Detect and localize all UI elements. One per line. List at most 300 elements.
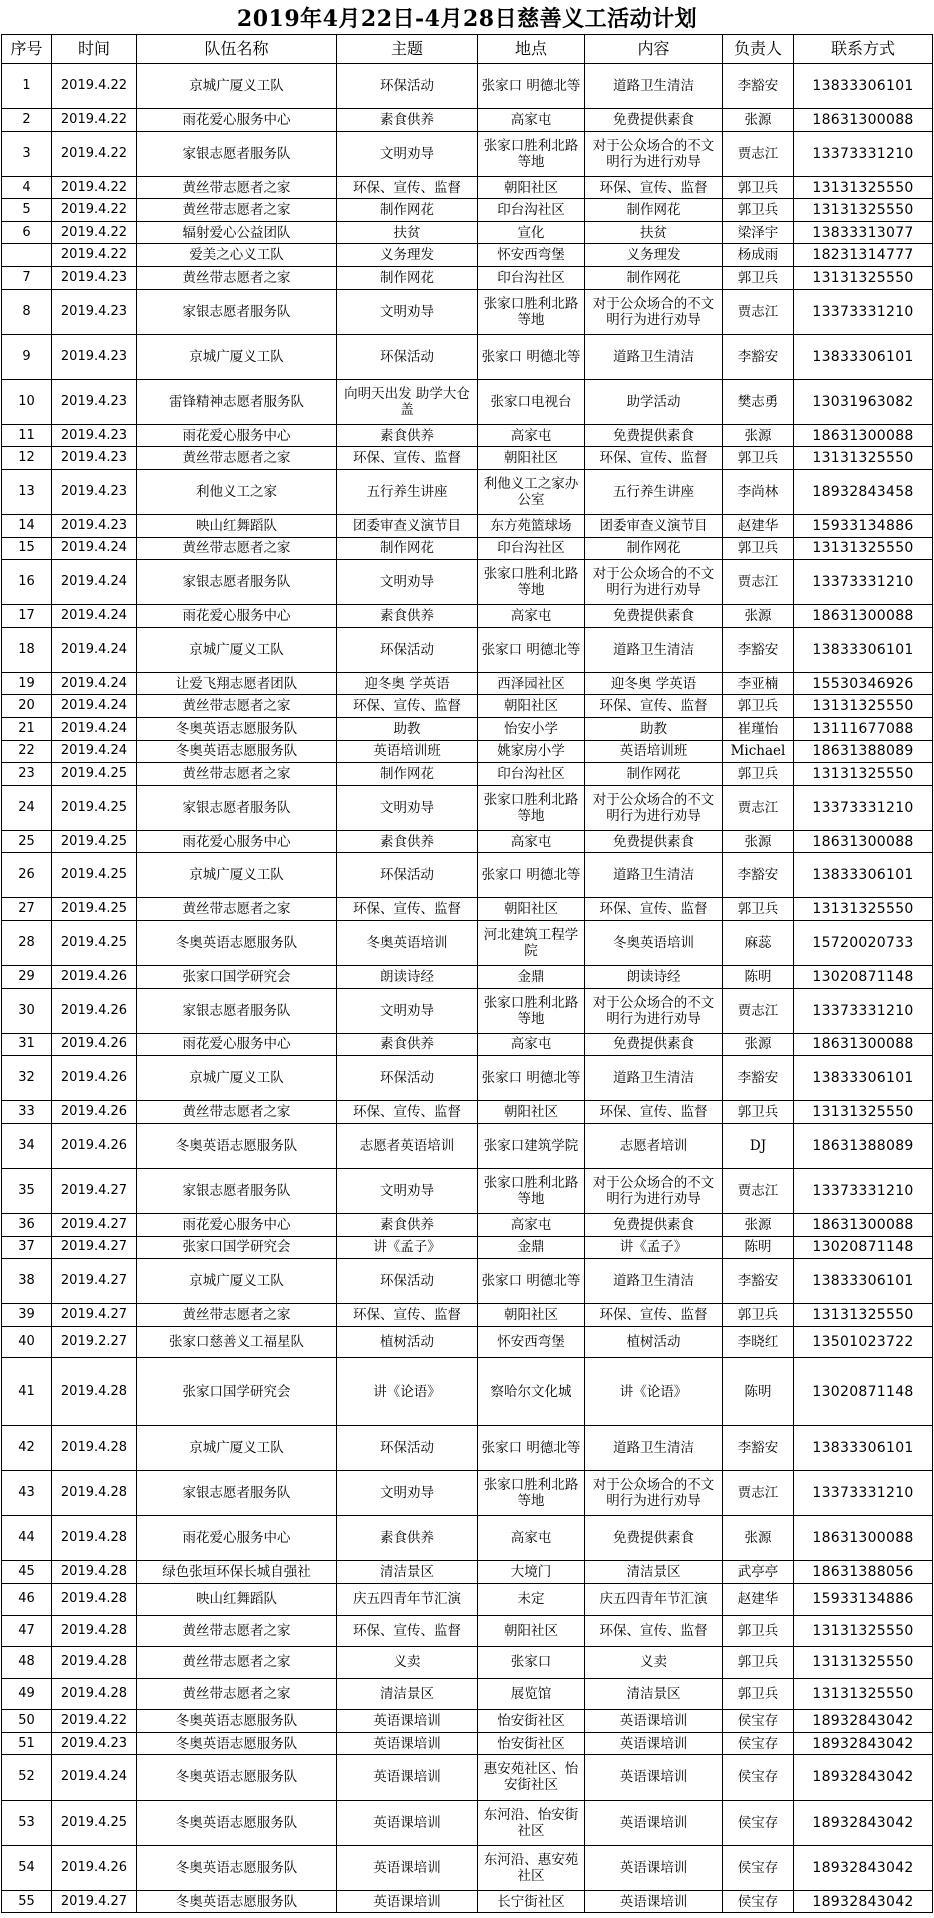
row-theme: 植树活动	[337, 1326, 478, 1358]
row-date: 2019.4.28	[52, 1516, 137, 1561]
row-team: 冬奥英语志愿服务队	[137, 717, 337, 740]
row-phone: 13131325550	[794, 537, 933, 560]
row-content: 制作网花	[585, 266, 723, 289]
row-phone: 18631300088	[794, 1214, 933, 1237]
row-place: 朝阳社区	[478, 176, 585, 199]
row-lead: 郭卫兵	[723, 898, 794, 921]
row-theme: 义务理发	[337, 244, 478, 267]
row-date: 2019.4.26	[52, 988, 137, 1033]
row-content: 扶贫	[585, 221, 723, 244]
row-phone: 13373331210	[794, 560, 933, 605]
row-content: 五行养生讲座	[585, 469, 723, 514]
table-row	[2, 176, 933, 199]
row-place: 宣化	[478, 221, 585, 244]
row-date: 2019.4.25	[52, 830, 137, 853]
row-place: 展览馆	[478, 1678, 585, 1710]
row-date: 2019.4.23	[52, 379, 137, 424]
row-content: 免费提供素食	[585, 830, 723, 853]
row-lead: 贾志江	[723, 289, 794, 334]
row-phone: 13833306101	[794, 1056, 933, 1101]
row-lead: DJ	[723, 1123, 794, 1168]
row-content: 道路卫生清洁	[585, 1426, 723, 1471]
row-date: 2019.4.24	[52, 605, 137, 628]
row-date: 2019.4.28	[52, 1426, 137, 1471]
row-place: 金鼎	[478, 966, 585, 989]
row-team: 雨花爱心服务中心	[137, 424, 337, 447]
row-lead: 张源	[723, 109, 794, 132]
row-number: 44	[2, 1516, 52, 1561]
row-team: 京城广厦义工队	[137, 1426, 337, 1471]
row-theme: 环保、宣传、监督	[337, 1101, 478, 1124]
row-team: 让爱飞翔志愿者团队	[137, 672, 337, 695]
row-team: 家银志愿者服务队	[137, 988, 337, 1033]
row-number: 45	[2, 1561, 52, 1584]
table-row	[2, 1169, 933, 1214]
row-theme: 素食供养	[337, 424, 478, 447]
row-place: 张家口胜利北路等地	[478, 560, 585, 605]
table-row	[2, 1710, 933, 1733]
row-number: 11	[2, 424, 52, 447]
row-phone: 13833313077	[794, 221, 933, 244]
row-place: 张家口 明德北等	[478, 853, 585, 898]
table-row	[2, 1326, 933, 1358]
row-number: 39	[2, 1304, 52, 1327]
table-row	[2, 447, 933, 470]
row-lead: 侯宝存	[723, 1800, 794, 1845]
table-row	[2, 1755, 933, 1800]
row-theme: 文明劝导	[337, 1471, 478, 1516]
row-theme: 文明劝导	[337, 1169, 478, 1214]
row-content: 环保、宣传、监督	[585, 695, 723, 718]
row-team: 家银志愿者服务队	[137, 131, 337, 176]
row-place: 张家口胜利北路等地	[478, 289, 585, 334]
row-lead: 张源	[723, 830, 794, 853]
table-row	[2, 64, 933, 109]
row-lead: 李豁安	[723, 853, 794, 898]
table-row	[2, 672, 933, 695]
row-content: 对于公众场合的不文明行为进行劝导	[585, 289, 723, 334]
row-date: 2019.4.27	[52, 1259, 137, 1304]
row-theme: 制作网花	[337, 537, 478, 560]
row-lead: 郭卫兵	[723, 176, 794, 199]
row-place: 高家屯	[478, 424, 585, 447]
table-row	[2, 1259, 933, 1304]
row-place: 高家屯	[478, 1516, 585, 1561]
row-phone: 13131325550	[794, 898, 933, 921]
row-date: 2019.4.24	[52, 740, 137, 763]
row-content: 道路卫生清洁	[585, 1056, 723, 1101]
row-date: 2019.4.25	[52, 763, 137, 786]
row-date: 2019.4.27	[52, 1169, 137, 1214]
row-content: 环保、宣传、监督	[585, 1615, 723, 1647]
row-team: 黄丝带志愿者之家	[137, 447, 337, 470]
row-content: 免费提供素食	[585, 1516, 723, 1561]
row-place: 张家口胜利北路等地	[478, 785, 585, 830]
row-place: 怡安小学	[478, 717, 585, 740]
row-theme: 英语课培训	[337, 1890, 478, 1913]
table-row	[2, 244, 933, 267]
row-number: 54	[2, 1845, 52, 1890]
table-row	[2, 1471, 933, 1516]
row-theme: 文明劝导	[337, 988, 478, 1033]
table-row	[2, 1426, 933, 1471]
row-theme: 环保活动	[337, 1056, 478, 1101]
row-phone: 13020871148	[794, 1358, 933, 1426]
row-team: 雨花爱心服务中心	[137, 605, 337, 628]
row-place: 姚家房小学	[478, 740, 585, 763]
row-place: 印台沟社区	[478, 199, 585, 222]
row-date: 2019.4.24	[52, 695, 137, 718]
row-phone: 18932843042	[794, 1710, 933, 1733]
row-place: 张家口 明德北等	[478, 1259, 585, 1304]
row-date: 2019.4.24	[52, 560, 137, 605]
row-phone: 18932843042	[794, 1800, 933, 1845]
row-date: 2019.2.27	[52, 1326, 137, 1358]
row-date: 2019.4.24	[52, 627, 137, 672]
row-content: 讲《论语》	[585, 1358, 723, 1426]
row-number: 40	[2, 1326, 52, 1358]
row-number: 28	[2, 920, 52, 965]
row-content: 团委审查义演节目	[585, 515, 723, 538]
row-date: 2019.4.22	[52, 199, 137, 222]
row-place: 大境门	[478, 1561, 585, 1584]
row-theme: 英语课培训	[337, 1845, 478, 1890]
row-date: 2019.4.24	[52, 537, 137, 560]
row-number: 14	[2, 515, 52, 538]
row-team: 雨花爱心服务中心	[137, 1214, 337, 1237]
row-phone: 13131325550	[794, 199, 933, 222]
row-lead: 贾志江	[723, 1471, 794, 1516]
row-team: 爱美之心义工队	[137, 244, 337, 267]
table-row	[2, 966, 933, 989]
table-row	[2, 289, 933, 334]
row-place: 高家屯	[478, 830, 585, 853]
row-content: 志愿者培训	[585, 1123, 723, 1168]
row-phone: 13833306101	[794, 1259, 933, 1304]
row-content: 免费提供素食	[585, 109, 723, 132]
row-team: 黄丝带志愿者之家	[137, 1304, 337, 1327]
row-date: 2019.4.22	[52, 64, 137, 109]
row-phone: 18631300088	[794, 1033, 933, 1056]
row-team: 家银志愿者服务队	[137, 785, 337, 830]
row-team: 黄丝带志愿者之家	[137, 898, 337, 921]
table-row	[2, 695, 933, 718]
activity-table	[1, 34, 933, 1913]
row-lead: 贾志江	[723, 785, 794, 830]
row-content: 冬奥英语培训	[585, 920, 723, 965]
row-theme: 文明劝导	[337, 560, 478, 605]
table-row	[2, 221, 933, 244]
row-date: 2019.4.27	[52, 1236, 137, 1259]
row-date: 2019.4.25	[52, 898, 137, 921]
row-place: 朝阳社区	[478, 695, 585, 718]
row-date: 2019.4.23	[52, 1732, 137, 1755]
row-lead: 贾志江	[723, 131, 794, 176]
row-team: 家银志愿者服务队	[137, 560, 337, 605]
row-number: 16	[2, 560, 52, 605]
row-lead: 郭卫兵	[723, 763, 794, 786]
row-theme: 环保活动	[337, 1426, 478, 1471]
row-date: 2019.4.27	[52, 1214, 137, 1237]
row-date: 2019.4.28	[52, 1358, 137, 1426]
row-date: 2019.4.23	[52, 447, 137, 470]
table-row	[2, 469, 933, 514]
column-header-theme: 主题	[337, 35, 478, 64]
row-date: 2019.4.24	[52, 717, 137, 740]
row-content: 助教	[585, 717, 723, 740]
row-number: 13	[2, 469, 52, 514]
table-row	[2, 853, 933, 898]
row-phone: 13131325550	[794, 763, 933, 786]
row-number: 2	[2, 109, 52, 132]
row-place: 怀安西弯堡	[478, 244, 585, 267]
row-date: 2019.4.28	[52, 1471, 137, 1516]
row-content: 环保、宣传、监督	[585, 176, 723, 199]
row-theme: 环保活动	[337, 334, 478, 379]
table-row	[2, 1033, 933, 1056]
row-team: 冬奥英语志愿服务队	[137, 1755, 337, 1800]
row-number: 51	[2, 1732, 52, 1755]
row-theme: 环保、宣传、监督	[337, 898, 478, 921]
row-number: 5	[2, 199, 52, 222]
row-phone: 13111677088	[794, 717, 933, 740]
row-date: 2019.4.26	[52, 1056, 137, 1101]
row-date: 2019.4.28	[52, 1647, 137, 1679]
table-row	[2, 1615, 933, 1647]
row-phone: 13373331210	[794, 131, 933, 176]
row-date: 2019.4.23	[52, 515, 137, 538]
column-header-content: 内容	[585, 35, 723, 64]
table-row	[2, 1516, 933, 1561]
row-lead: 张源	[723, 605, 794, 628]
row-place: 张家口 明德北等	[478, 334, 585, 379]
row-date: 2019.4.27	[52, 1304, 137, 1327]
table-row	[2, 1236, 933, 1259]
row-content: 义务理发	[585, 244, 723, 267]
column-header-place: 地点	[478, 35, 585, 64]
row-place: 金鼎	[478, 1236, 585, 1259]
row-date: 2019.4.23	[52, 289, 137, 334]
document-title: 2019年4月22日-4月28日慈善义工活动计划	[236, 6, 698, 32]
row-phone: 18631388089	[794, 740, 933, 763]
row-team: 京城广厦义工队	[137, 853, 337, 898]
row-place: 未定	[478, 1584, 585, 1616]
row-content: 免费提供素食	[585, 1033, 723, 1056]
row-content: 免费提供素食	[585, 424, 723, 447]
row-lead: 李亚楠	[723, 672, 794, 695]
row-theme: 义卖	[337, 1647, 478, 1679]
row-phone: 13833306101	[794, 64, 933, 109]
row-theme: 环保、宣传、监督	[337, 176, 478, 199]
row-place: 高家屯	[478, 1033, 585, 1056]
row-theme: 清洁景区	[337, 1561, 478, 1584]
row-phone: 13131325550	[794, 1647, 933, 1679]
row-team: 张家口国学研究会	[137, 966, 337, 989]
table-row	[2, 830, 933, 853]
row-theme: 制作网花	[337, 199, 478, 222]
table-row	[2, 1584, 933, 1616]
row-number: 49	[2, 1678, 52, 1710]
table-row	[2, 560, 933, 605]
row-theme: 五行养生讲座	[337, 469, 478, 514]
row-team: 雷锋精神志愿者服务队	[137, 379, 337, 424]
row-content: 讲《孟子》	[585, 1236, 723, 1259]
row-number: 7	[2, 266, 52, 289]
row-place: 高家屯	[478, 605, 585, 628]
table-row	[2, 266, 933, 289]
row-place: 察哈尔文化城	[478, 1358, 585, 1426]
row-number: 20	[2, 695, 52, 718]
row-lead: 张源	[723, 1033, 794, 1056]
row-lead: 陈明	[723, 966, 794, 989]
row-place: 张家口电视台	[478, 379, 585, 424]
row-place: 朝阳社区	[478, 898, 585, 921]
row-date: 2019.4.27	[52, 1890, 137, 1913]
row-team: 冬奥英语志愿服务队	[137, 1800, 337, 1845]
row-lead: 贾志江	[723, 988, 794, 1033]
row-lead: 李豁安	[723, 1426, 794, 1471]
row-phone: 13131325550	[794, 1615, 933, 1647]
row-date: 2019.4.28	[52, 1561, 137, 1584]
row-team: 黄丝带志愿者之家	[137, 1615, 337, 1647]
row-lead: 贾志江	[723, 1169, 794, 1214]
table-row	[2, 627, 933, 672]
row-number: 31	[2, 1033, 52, 1056]
row-theme: 志愿者英语培训	[337, 1123, 478, 1168]
row-number: 12	[2, 447, 52, 470]
row-date: 2019.4.25	[52, 853, 137, 898]
row-place: 怀安西弯堡	[478, 1326, 585, 1358]
row-lead: 李豁安	[723, 627, 794, 672]
row-lead: 贾志江	[723, 560, 794, 605]
row-place: 张家口	[478, 1647, 585, 1679]
row-number: 48	[2, 1647, 52, 1679]
row-place: 印台沟社区	[478, 266, 585, 289]
row-lead: 郭卫兵	[723, 1101, 794, 1124]
row-phone: 18631300088	[794, 424, 933, 447]
row-team: 冬奥英语志愿服务队	[137, 1845, 337, 1890]
row-lead: 赵建华	[723, 515, 794, 538]
row-lead: 樊志勇	[723, 379, 794, 424]
row-lead: 郭卫兵	[723, 537, 794, 560]
table-row	[2, 1358, 933, 1426]
row-lead: 侯宝存	[723, 1755, 794, 1800]
row-place: 印台沟社区	[478, 763, 585, 786]
row-content: 义卖	[585, 1647, 723, 1679]
row-content: 制作网花	[585, 537, 723, 560]
table-row	[2, 1678, 933, 1710]
row-lead: 侯宝存	[723, 1845, 794, 1890]
row-phone: 13373331210	[794, 1169, 933, 1214]
row-content: 朗读诗经	[585, 966, 723, 989]
row-phone: 13373331210	[794, 289, 933, 334]
table-row	[2, 1845, 933, 1890]
row-date: 2019.4.22	[52, 109, 137, 132]
row-number: 46	[2, 1584, 52, 1616]
row-phone: 13131325550	[794, 1304, 933, 1327]
row-place: 西泽园社区	[478, 672, 585, 695]
row-theme: 文明劝导	[337, 785, 478, 830]
row-team: 京城广厦义工队	[137, 1259, 337, 1304]
row-date: 2019.4.22	[52, 131, 137, 176]
row-team: 冬奥英语志愿服务队	[137, 1123, 337, 1168]
row-content: 制作网花	[585, 763, 723, 786]
row-date: 2019.4.25	[52, 920, 137, 965]
row-content: 环保、宣传、监督	[585, 1101, 723, 1124]
row-number: 43	[2, 1471, 52, 1516]
row-content: 环保、宣传、监督	[585, 898, 723, 921]
row-lead: 李豁安	[723, 334, 794, 379]
row-place: 朝阳社区	[478, 1304, 585, 1327]
row-lead: 陈明	[723, 1236, 794, 1259]
row-team: 黄丝带志愿者之家	[137, 199, 337, 222]
row-phone: 18932843042	[794, 1845, 933, 1890]
row-content: 免费提供素食	[585, 1214, 723, 1237]
row-phone: 13833306101	[794, 627, 933, 672]
column-header-no: 序号	[2, 35, 52, 64]
row-phone: 18631388089	[794, 1123, 933, 1168]
row-lead: 李尚林	[723, 469, 794, 514]
column-header-lead: 负责人	[723, 35, 794, 64]
row-date: 2019.4.26	[52, 1845, 137, 1890]
table-row	[2, 1890, 933, 1913]
row-team: 张家口国学研究会	[137, 1236, 337, 1259]
row-number: 41	[2, 1358, 52, 1426]
row-theme: 扶贫	[337, 221, 478, 244]
row-theme: 素食供养	[337, 830, 478, 853]
row-place: 怡安街社区	[478, 1710, 585, 1733]
row-content: 英语培训班	[585, 740, 723, 763]
row-phone: 13833306101	[794, 334, 933, 379]
table-row	[2, 988, 933, 1033]
column-header-team: 队伍名称	[137, 35, 337, 64]
row-content: 英语课培训	[585, 1755, 723, 1800]
row-phone: 18631300088	[794, 605, 933, 628]
row-phone: 15933134886	[794, 515, 933, 538]
row-theme: 清洁景区	[337, 1678, 478, 1710]
row-phone: 13131325550	[794, 447, 933, 470]
row-phone: 13373331210	[794, 1471, 933, 1516]
row-phone: 18631300088	[794, 830, 933, 853]
row-lead: 李豁安	[723, 1056, 794, 1101]
row-team: 黄丝带志愿者之家	[137, 1678, 337, 1710]
row-date: 2019.4.25	[52, 785, 137, 830]
row-content: 英语课培训	[585, 1845, 723, 1890]
row-theme: 讲《论语》	[337, 1358, 478, 1426]
row-phone: 18932843042	[794, 1732, 933, 1755]
row-lead: 郭卫兵	[723, 1615, 794, 1647]
row-date: 2019.4.23	[52, 424, 137, 447]
row-place: 高家屯	[478, 109, 585, 132]
row-date: 2019.4.25	[52, 1800, 137, 1845]
row-team: 黄丝带志愿者之家	[137, 1647, 337, 1679]
row-place: 张家口 明德北等	[478, 64, 585, 109]
row-phone: 13131325550	[794, 695, 933, 718]
row-place: 东方苑篮球场	[478, 515, 585, 538]
row-number: 32	[2, 1056, 52, 1101]
row-lead: Michael	[723, 740, 794, 763]
row-place: 朝阳社区	[478, 1101, 585, 1124]
row-theme: 文明劝导	[337, 131, 478, 176]
row-team: 黄丝带志愿者之家	[137, 1101, 337, 1124]
row-number: 26	[2, 853, 52, 898]
row-place: 张家口胜利北路等地	[478, 1169, 585, 1214]
row-number: 18	[2, 627, 52, 672]
row-lead: 郭卫兵	[723, 266, 794, 289]
row-number: 27	[2, 898, 52, 921]
row-phone: 13020871148	[794, 966, 933, 989]
row-content: 英语课培训	[585, 1710, 723, 1733]
